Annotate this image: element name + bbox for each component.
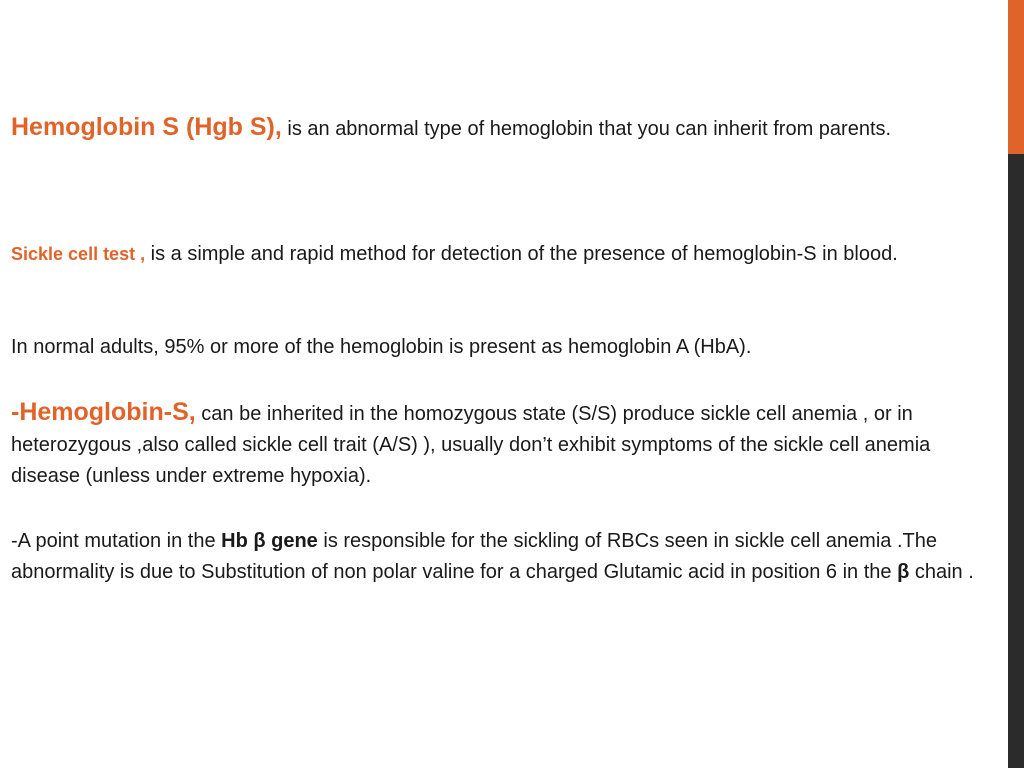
mutation-text-b: is responsible for the sickling of RBCs seen in sickle cell anemia .The abnormality is due to Substitution of non polar valine for a charged Glutamic acid in position 6 in the xyxy=(11,530,937,583)
paragraph-point-mutation xyxy=(11,526,996,588)
accent-bar-dark xyxy=(1008,154,1024,768)
term-hemoglobin-s: Hemoglobin S (Hgb S), xyxy=(11,113,282,141)
paragraph-normal-adults: In normal adults, 95% or more of the hemoglobin is present as hemoglobin A (HbA). xyxy=(11,336,752,358)
term-hemoglobin-s-dash: -Hemoglobin-S, xyxy=(11,398,196,426)
paragraph-inheritance xyxy=(11,397,996,492)
paragraph-sickle-test-text: is a simple and rapid method for detection of the presence of hemoglobin-S in blood. xyxy=(145,243,898,265)
term-beta: β xyxy=(897,561,910,583)
paragraph-inheritance-text: can be inherited in the homozygous state (S/S) produce sickle cell anemia , or in heterozygous ,also called sickle cell trait (A/S) ), usually don’t exhibit symptoms of the sickle cell anemia disease (unless under extreme hypoxia). xyxy=(11,403,931,487)
paragraph-hgb-s-text: is an abnormal type of hemoglobin that you can inherit from parents. xyxy=(281,118,892,140)
mutation-text-a: -A point mutation in the xyxy=(11,530,222,552)
term-hb-beta-gene: Hb β gene xyxy=(221,530,318,552)
paragraph-sickle-test xyxy=(11,239,996,270)
accent-bar-orange xyxy=(1008,0,1024,154)
term-sickle-cell-test: Sickle cell test , xyxy=(11,244,146,264)
mutation-text-c: chain . xyxy=(909,561,974,583)
paragraph-hgb-s xyxy=(11,112,996,145)
